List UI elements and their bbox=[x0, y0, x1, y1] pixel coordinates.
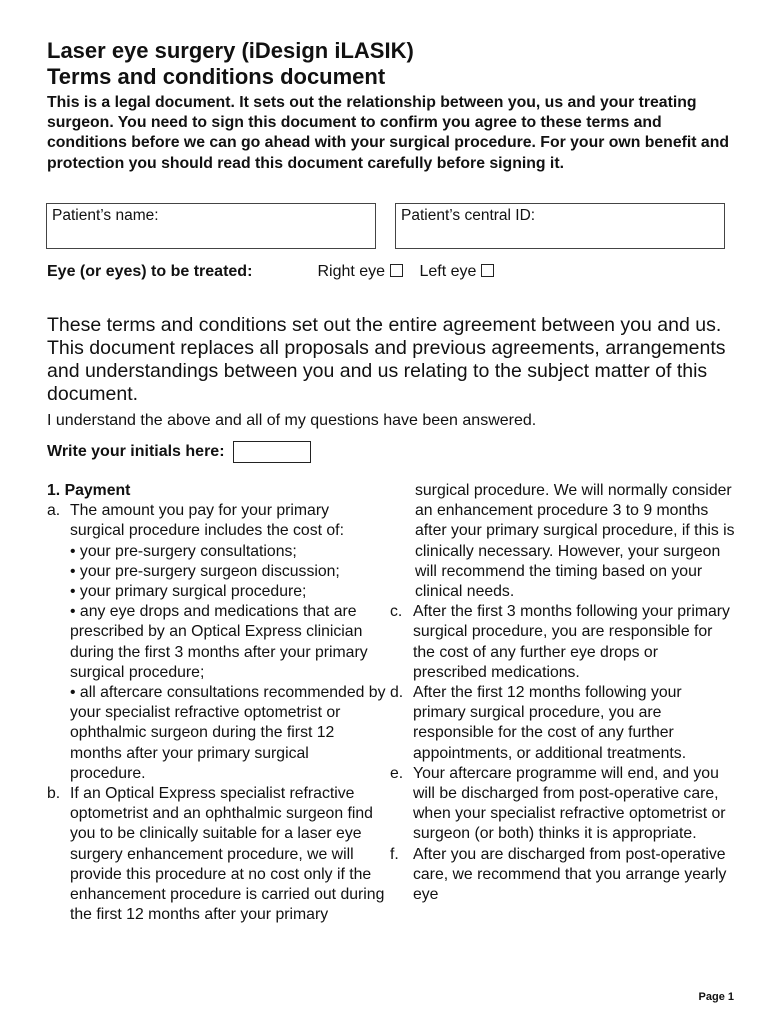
bullet-item: • any eye drops and medications that are prescribed by an Optical Express clinician during the first 3 months after your primary surgical procedure; bbox=[70, 603, 368, 681]
clause-b bbox=[47, 784, 387, 925]
patient-name-field[interactable] bbox=[46, 203, 376, 249]
left-eye-label: Left eye bbox=[419, 263, 477, 280]
eyes-label: Eye (or eyes) to be treated: bbox=[47, 263, 253, 280]
clause-marker: d. bbox=[390, 684, 404, 702]
clause-c-text: After the first 3 months following your primary surgical procedure, you are responsible for the cost of any further eye drops or prescribed medications. bbox=[413, 603, 730, 681]
title-line-1: Laser eye surgery (iDesign iLASIK) bbox=[47, 38, 414, 63]
clause-b-text: If an Optical Express specialist refractive optometrist and an ophthalmic surgeon find you to be clinically suitable for a laser eye surgery enhancement procedure, we will provide this procedure at no cost only if the enhancement procedure is carried out during the first 12 months after your primary bbox=[70, 785, 385, 924]
clause-f-text: After you are discharged from post-operative care, we recommend that you arrange yearly eye bbox=[413, 845, 727, 904]
left-eye-option bbox=[420, 261, 495, 283]
clause-d-text: After the first 12 months following your primary surgical procedure, you are responsible for the cost of any further appointments, or additional treatments. bbox=[413, 684, 687, 762]
patient-name-label: Patient’s name: bbox=[52, 207, 159, 224]
page-number: Page 1 bbox=[698, 991, 734, 1003]
clause-f bbox=[390, 845, 735, 906]
section-heading-payment: 1. Payment bbox=[47, 482, 131, 499]
document-title bbox=[47, 38, 737, 90]
initials-label: Write your initials here: bbox=[47, 443, 225, 461]
bullet-item: • your primary surgical procedure; bbox=[70, 583, 307, 601]
clause-e-text: Your aftercare programme will end, and you will be discharged from post-operative care, when your specialist refractive optometrist or surgeon (or both) thinks it is appropriate. bbox=[413, 764, 726, 843]
left-column bbox=[47, 481, 387, 925]
understand-statement: I understand the above and all of my questions have been answered. bbox=[47, 412, 537, 429]
agreement-paragraph: These terms and conditions set out the entire agreement between you and us. This document replaces all proposals and previous agreements, arrangements and understandings between you and us relating to the subject matter of this document. bbox=[47, 314, 726, 405]
clause-marker: a. bbox=[47, 502, 61, 520]
patient-id-field[interactable] bbox=[395, 203, 725, 249]
clause-marker: e. bbox=[390, 764, 404, 782]
initials-row bbox=[47, 441, 311, 463]
right-eye-option bbox=[317, 261, 403, 283]
clause-marker: c. bbox=[390, 603, 403, 621]
clause-marker: f. bbox=[390, 845, 399, 863]
clause-d bbox=[390, 683, 735, 764]
bullet-item: • your pre-surgery surgeon discussion; bbox=[70, 562, 340, 580]
left-eye-checkbox[interactable] bbox=[481, 264, 494, 277]
bullet-item: • your pre-surgery consultations; bbox=[70, 542, 297, 560]
eyes-to-treat-row bbox=[47, 261, 506, 283]
title-line-2: Terms and conditions document bbox=[47, 64, 386, 89]
clause-c bbox=[390, 602, 735, 683]
right-eye-label: Right eye bbox=[317, 263, 386, 280]
right-eye-checkbox[interactable] bbox=[390, 264, 403, 277]
clause-marker: b. bbox=[47, 785, 61, 803]
bullet-item: • all aftercare consultations recommended by your specialist refractive optometrist or ophthalmic surgeon during the first 12 months after your primary surgical procedure. bbox=[70, 684, 386, 782]
clause-b-continuation: surgical procedure. We will normally consider an enhancement procedure 3 to 9 months after your primary surgical procedure, if this is clinically necessary. However, your surgeon will recommend the timing based on your clinical needs. bbox=[415, 482, 735, 601]
clause-e bbox=[390, 764, 735, 845]
right-column bbox=[390, 481, 735, 905]
initials-input[interactable] bbox=[233, 441, 311, 463]
intro-paragraph: This is a legal document. It sets out the relationship between you, us and your treating surgeon. You need to sign this document to confirm you agree to these terms and conditions before we can go ahead with your surgical procedure. For your own benefit and protection you should read this document carefully before signing it. bbox=[47, 94, 729, 172]
patient-id-label: Patient’s central ID: bbox=[401, 207, 536, 224]
clause-a-text: The amount you pay for your primary surgical procedure includes the cost of: bbox=[70, 502, 344, 540]
clause-a bbox=[47, 501, 387, 784]
